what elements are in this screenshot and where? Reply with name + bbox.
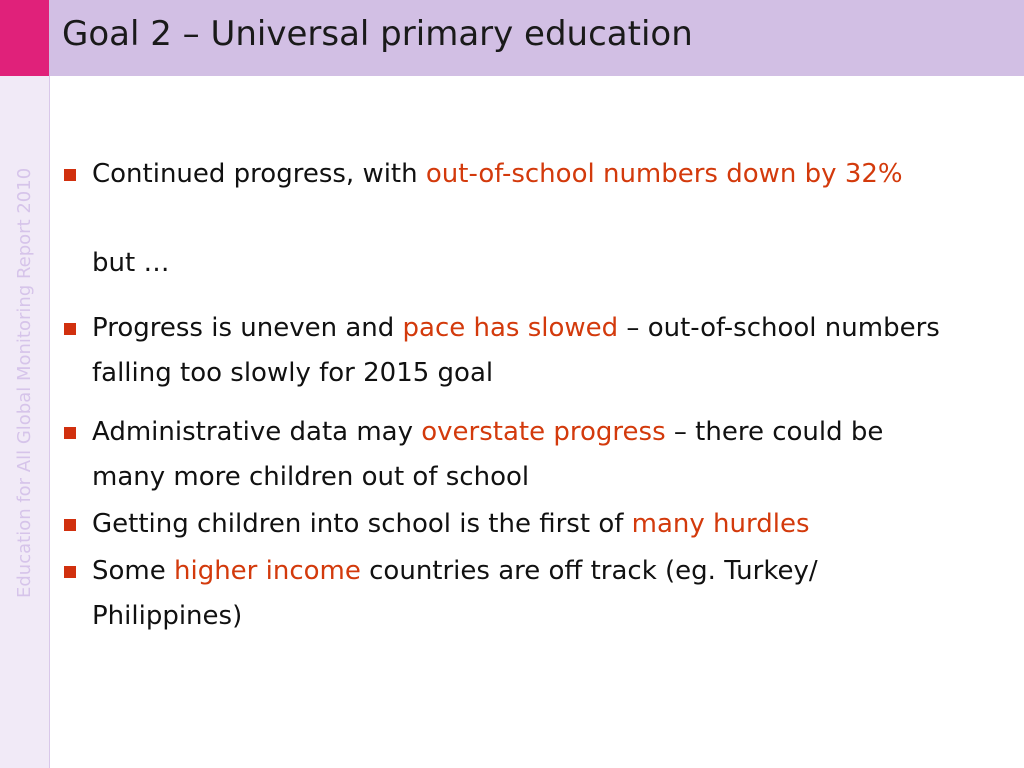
bullet-text: Some: [92, 556, 174, 586]
bullet-item: [62, 502, 962, 547]
bullet-item: [62, 549, 962, 639]
side-caption: Education for All Global Monitoring Report 2010: [14, 167, 35, 598]
bullet-text: Progress is uneven and: [92, 313, 403, 343]
bullet-highlight: pace has slowed: [402, 313, 619, 343]
continuation-text: but …: [92, 248, 170, 278]
bullet-highlight: overstate progress: [421, 417, 666, 447]
bullet-item: [62, 306, 962, 396]
bullet-text-after: – out-of-school numbers falling too slowly for 2015 goal: [92, 313, 940, 388]
bullet-item: [62, 152, 962, 197]
bullet-highlight: higher income: [174, 556, 361, 586]
bullet-square-icon: [64, 169, 76, 181]
bullet-text-after: countries are off track (eg. Turkey/ Philippines): [92, 556, 818, 631]
bullet-highlight: many hurdles: [631, 509, 810, 539]
bullet-text: Continued progress, with: [92, 159, 426, 189]
bullet-square-icon: [64, 566, 76, 578]
bullet-text: Getting children into school is the first of: [92, 509, 632, 539]
bullet-square-icon: [64, 323, 76, 335]
bullet-text-after: – there could be many more children out of school: [92, 417, 884, 492]
bullet-text: Administrative data may: [92, 417, 422, 447]
bullet-item: [62, 410, 962, 500]
bullet-square-icon: [64, 427, 76, 439]
slide-content: [62, 152, 962, 639]
bullet-square-icon: [64, 519, 76, 531]
slide-title: Goal 2 – Universal primary education: [62, 14, 693, 54]
corner-accent: [0, 0, 49, 76]
bullet-highlight: out-of-school numbers down by 32%: [425, 159, 903, 189]
